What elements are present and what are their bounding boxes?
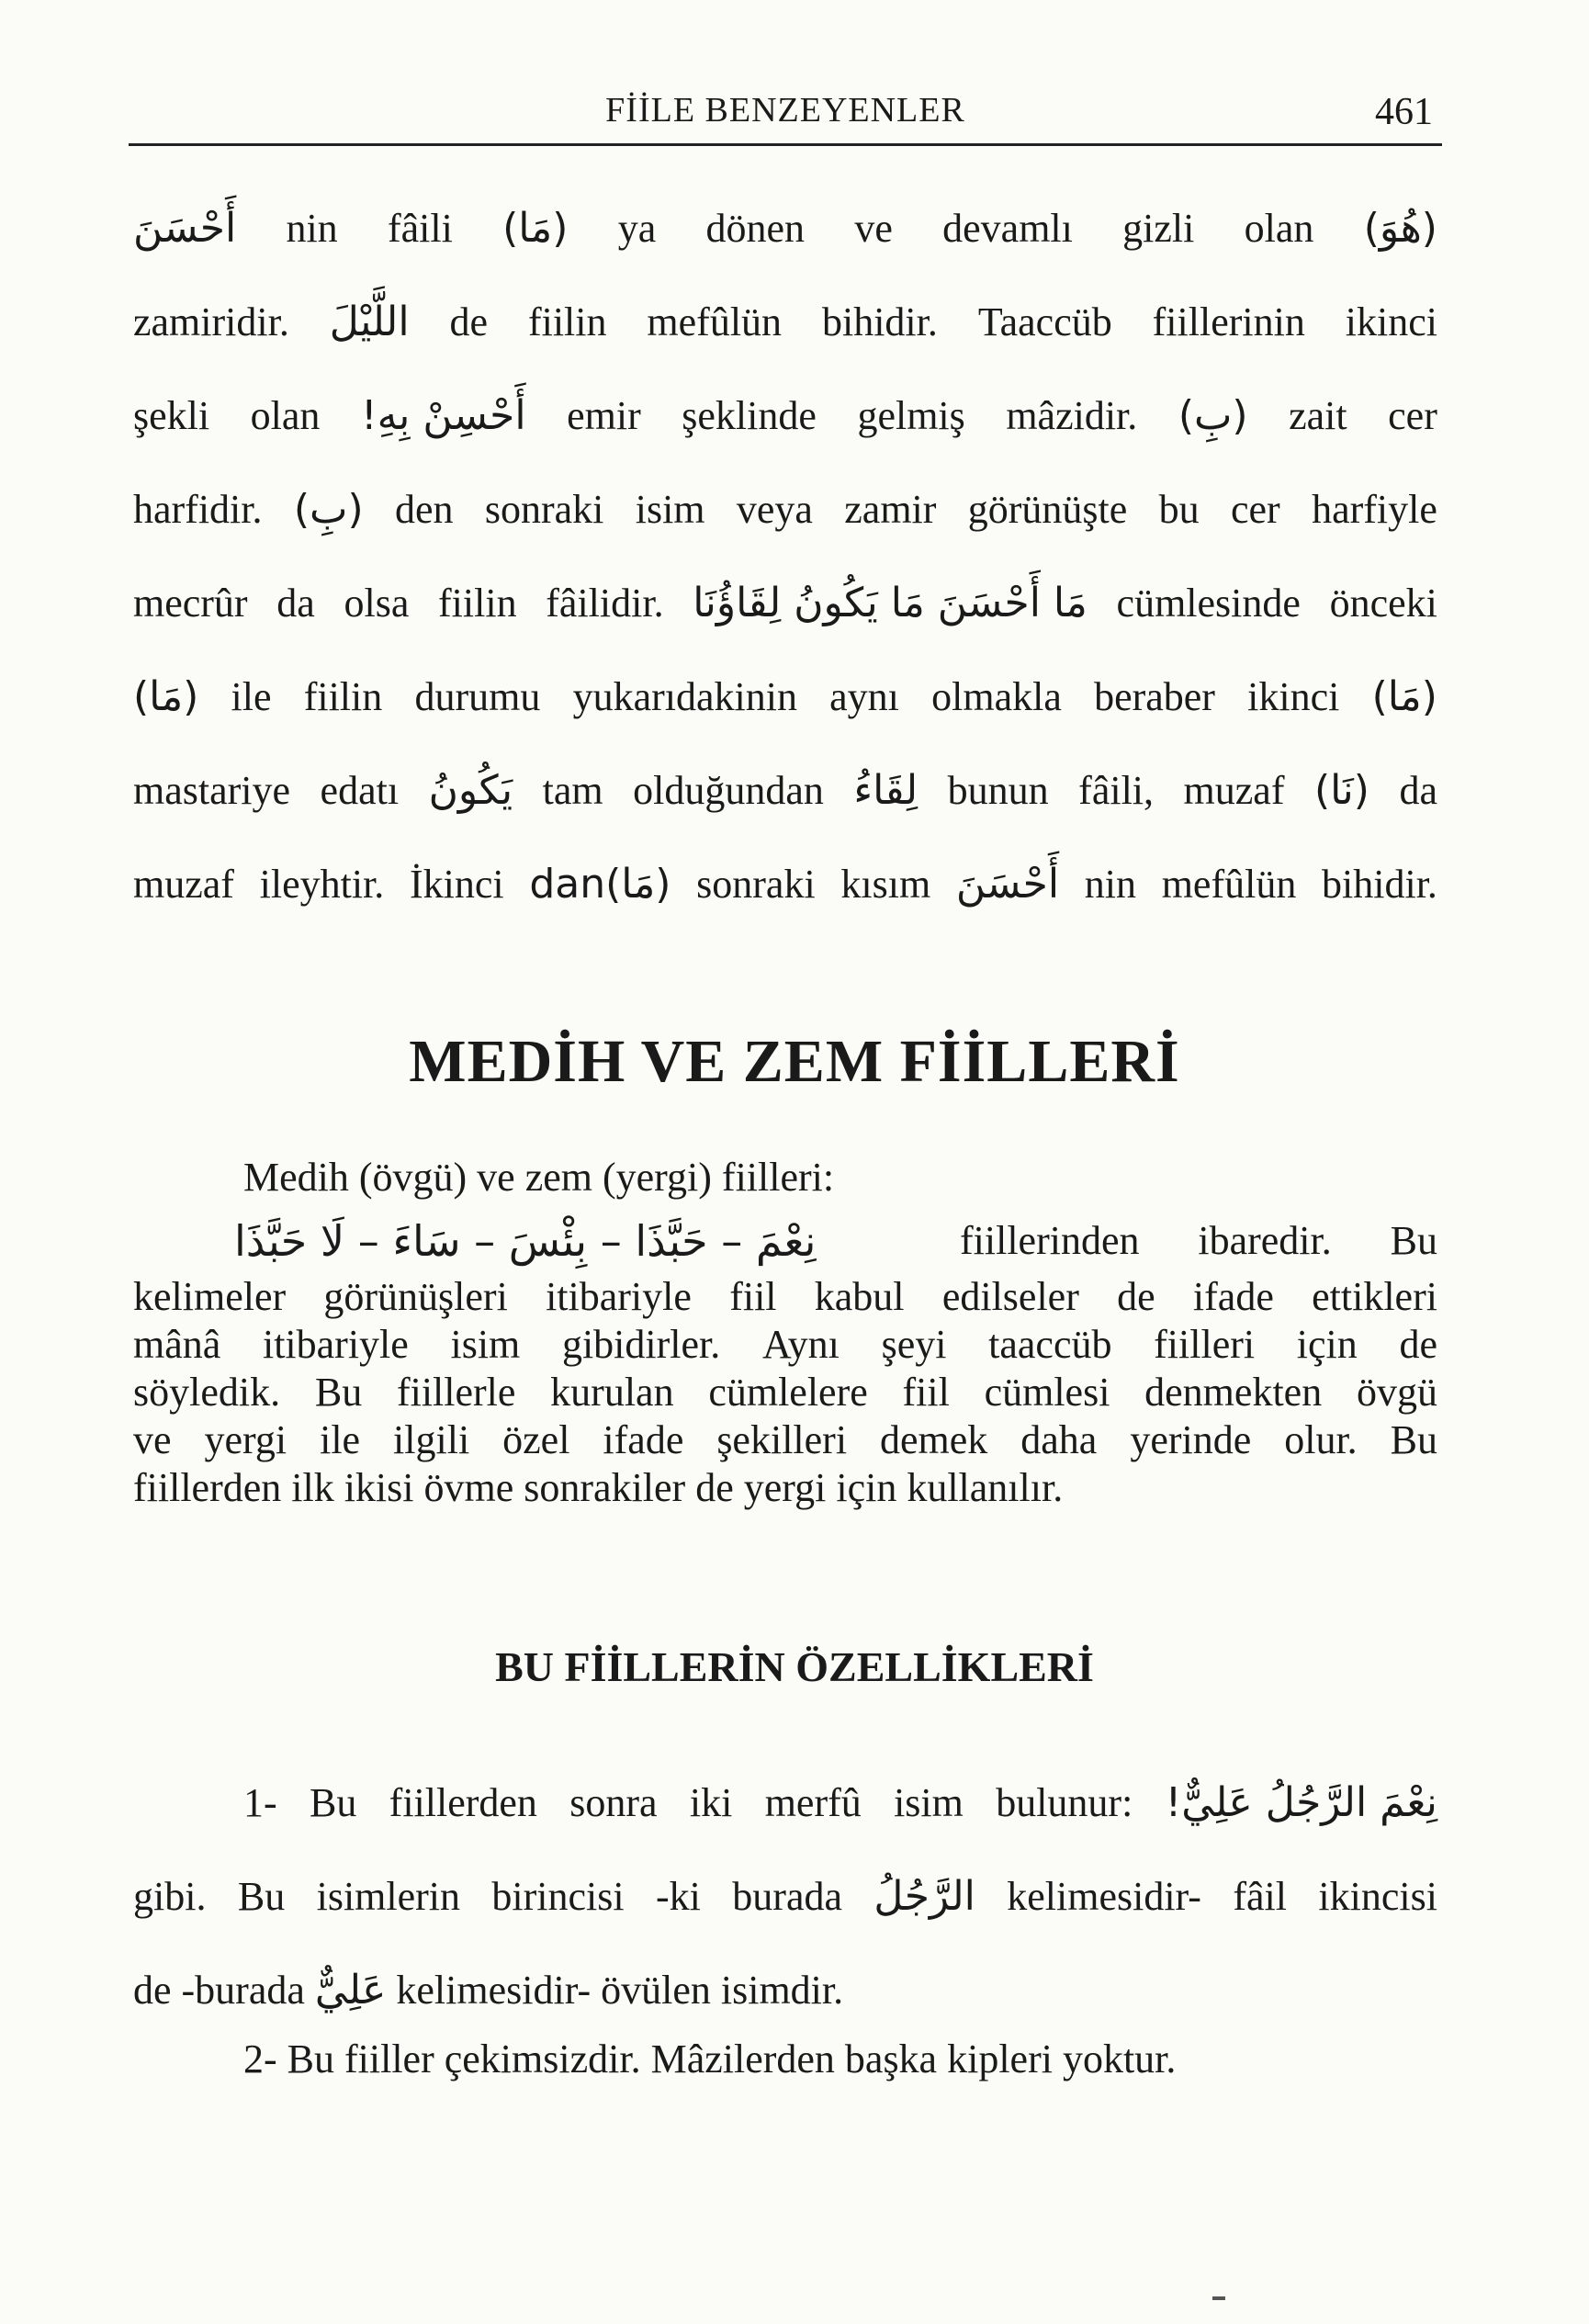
word: şeyi [881,1322,947,1367]
word: emir [567,393,641,438]
arabic-word: يَكُونُ [428,767,513,814]
word: ya [617,206,657,251]
word: şeklinde [682,393,817,438]
word: -ki [656,1874,701,1919]
word: de [1117,1274,1155,1319]
word: gibidirler. [561,1322,721,1367]
word: yukarıdakinin [572,674,797,719]
word: cümlesi [984,1370,1110,1415]
word: ifade [1192,1274,1274,1319]
text-line [133,557,1437,650]
word: fiilleri [1154,1322,1256,1367]
word: ikinci [1345,299,1437,344]
running-title: FİİLE BENZEYENLER [605,91,965,130]
word: ikincisi [1318,1874,1437,1919]
text-line [133,1273,1437,1321]
word: Bu [1390,1417,1437,1462]
word: şekilleri [716,1417,848,1462]
word: edilseler [941,1274,1079,1319]
word: fiilin [438,581,517,626]
word: zamir [844,487,937,532]
arabic-word: اللَّيْلَ [329,299,410,345]
word: cer [1388,393,1437,438]
word: görünüşte [967,487,1128,532]
word: durumu [414,674,541,719]
word: fâili [387,206,453,251]
word: burada [732,1874,843,1919]
text-line [133,182,1437,276]
word: zait [1289,393,1347,438]
word: isim [450,1322,521,1367]
word: gelmiş [857,393,965,438]
text-line [133,463,1437,557]
word: mefûlün [647,299,783,344]
word: aynı [829,674,899,719]
word: cer [1231,487,1280,532]
word: Taaccüb [977,299,1112,344]
word: mefûlün [1161,862,1297,907]
text-line: fiillerden ilk ikisi övme sonrakiler de yergi için kullanılır. [133,1465,1064,1510]
scan-speck [1212,2296,1225,2300]
word: da [1399,768,1437,813]
intro-line: Medih (övgü) ve zem (yergi) fiilleri: [243,1155,835,1200]
word: olur. [1284,1417,1358,1462]
word: olan [1244,206,1314,251]
word: fiilin [527,299,607,344]
word: bunun [947,768,1049,813]
word: ifade [603,1417,684,1462]
word: isimlerin [316,1874,461,1919]
page-header [129,88,1442,146]
word: söyledik. [133,1370,281,1415]
text-line [133,838,1437,931]
word: sonraki [696,862,816,907]
arabic-word: أَحْسِنْ بِهِ! [360,392,526,439]
word: olan [250,393,321,438]
arabic-word: (مَا) [1371,673,1437,720]
word: nin [1084,862,1136,907]
word: olsa [344,581,410,626]
word: fiillerinin [1152,299,1305,344]
arabic-word: (مَا) [133,673,199,720]
section-ozellikler-body [133,1756,1437,2096]
word: fâil [1233,1874,1287,1919]
word: ilgili [393,1417,470,1462]
word: devamlı [942,206,1073,251]
arabic-word: أَحْسَنَ [955,861,1060,908]
word: kelimeler [133,1274,287,1319]
word: görünüşleri [323,1274,508,1319]
word: Bu [237,1874,286,1919]
text-line [133,276,1437,369]
word: muzaf [133,862,234,907]
word: kısım [840,862,931,907]
word: yergi [204,1417,287,1462]
word: ve [133,1417,172,1462]
word: den [394,487,454,532]
word: fâilidir. [546,581,664,626]
word: harfidir. [133,487,263,532]
arabic-word: (هُوَ) [1363,205,1437,252]
word: zamiridir. [133,299,289,344]
word: kurulan [550,1370,674,1415]
word: nin [286,206,338,251]
text-line [133,1369,1437,1416]
page-number: 461 [1375,91,1433,133]
word: isim [894,1780,964,1825]
word: Aynı [761,1322,840,1367]
word: tam [542,768,603,813]
word: övgü [1356,1370,1437,1415]
text-line [133,1850,1437,1944]
text-line: de -burada عَلِيٌّ kelimesidir- övülen isimdir. [133,1968,844,2013]
word: veya [736,487,813,532]
word: gizli [1122,206,1195,251]
word: kabul [814,1274,905,1319]
word: itibariyle [546,1274,692,1319]
text-line [133,1756,1437,1850]
word: bulunur: [996,1780,1133,1825]
word: taaccüb [988,1322,1112,1367]
word: gibi. [133,1874,207,1919]
word: de [449,299,489,344]
word: Bu [314,1370,363,1415]
word: mecrûr [133,581,248,626]
text-line [133,369,1437,463]
word: fiil [902,1370,950,1415]
word: sonraki [484,487,604,532]
word: önceki [1329,581,1437,626]
word: Bu [1390,1218,1437,1263]
word: demek [880,1417,988,1462]
word: bihidir. [821,299,938,344]
section-medih-body [133,1154,1437,1512]
word: şekli [133,393,210,438]
verbs-line [133,1209,1437,1273]
paragraph-taaccub [133,182,1437,931]
word: mastariye [133,768,291,813]
word: mânâ [133,1322,221,1367]
arabic-word: لِقَاءُ [853,767,918,814]
word: de [1399,1322,1437,1367]
word: fâili, [1078,768,1155,813]
word: merfû [764,1780,862,1825]
word: fiilin [303,674,383,719]
text-line [133,1416,1437,1464]
word: cümlesinde [1116,581,1301,626]
word: ikinci [1247,674,1340,719]
word: ve [854,206,893,251]
word: İkinci [410,862,504,907]
section-title-ozellikler: BU FİİLLERİN ÖZELLİKLERİ [495,1643,1094,1690]
text-line [133,650,1437,744]
word: birincisi [491,1874,625,1919]
arabic-word: (نَا) [1313,767,1369,814]
word: ibaredir. [1198,1218,1332,1263]
arabic-word: (بِ) [293,486,364,533]
word: 1- [243,1780,277,1825]
word: cümlelere [708,1370,868,1415]
word: fiillerinden [960,1218,1140,1263]
word: fiillerden [389,1780,537,1825]
word: bu [1158,487,1200,532]
word: muzaf [1183,768,1285,813]
text-line [133,1321,1437,1369]
text-line: 2- Bu fiiller çekimsizdir. Mâzilerden başka kipleri yoktur. [243,2036,1177,2081]
word: olmakla [931,674,1062,719]
word: dönen [705,206,806,251]
word: denmekten [1144,1370,1323,1415]
word: harfiyle [1312,487,1437,532]
verbs-tail [960,1217,1437,1265]
word: ile [231,674,272,719]
word: isim [635,487,705,532]
arabic-verbs: نِعْمَ – حَبَّذَا – بِئْسَ – سَاءَ – لَا حَبَّذَا [234,1216,817,1266]
word: yerinde [1130,1417,1252,1462]
text-line [133,744,1437,838]
word: ile [320,1417,361,1462]
word: beraber [1094,674,1215,719]
arabic-word: (بِ) [1178,392,1248,439]
word: kelimesidir- [1007,1874,1201,1919]
word: itibariyle [262,1322,409,1367]
word: fiillerle [396,1370,516,1415]
arabic-word: أَحْسَنَ [133,205,237,252]
word: mâzidir. [1006,393,1138,438]
arabic-word: (مَا)dan [529,861,671,908]
arabic-word: (مَا) [502,205,569,252]
word: daha [1020,1417,1098,1462]
arabic-word: نِعْمَ الرَّجُلُ عَلِيٌّ! [1165,1779,1437,1826]
word: fiil [729,1274,777,1319]
arabic-word: مَا أَحْسَنَ مَا يَكُونُ لِقَاؤُنَا [693,580,1088,626]
arabic-word: الرَّجُلُ [873,1873,975,1920]
word: bihidir. [1322,862,1437,907]
word: için [1296,1322,1358,1367]
word: ettikleri [1312,1274,1437,1319]
word: Bu [309,1780,357,1825]
word: olduğundan [633,768,824,813]
word: sonra [569,1780,658,1825]
word: iki [689,1780,733,1825]
word: özel [502,1417,570,1462]
word: ileyhtir. [259,862,385,907]
word: da [276,581,315,626]
word: edatı [320,768,400,813]
section-title-medih: MEDİH VE ZEM FİİLLERİ [409,1028,1180,1095]
